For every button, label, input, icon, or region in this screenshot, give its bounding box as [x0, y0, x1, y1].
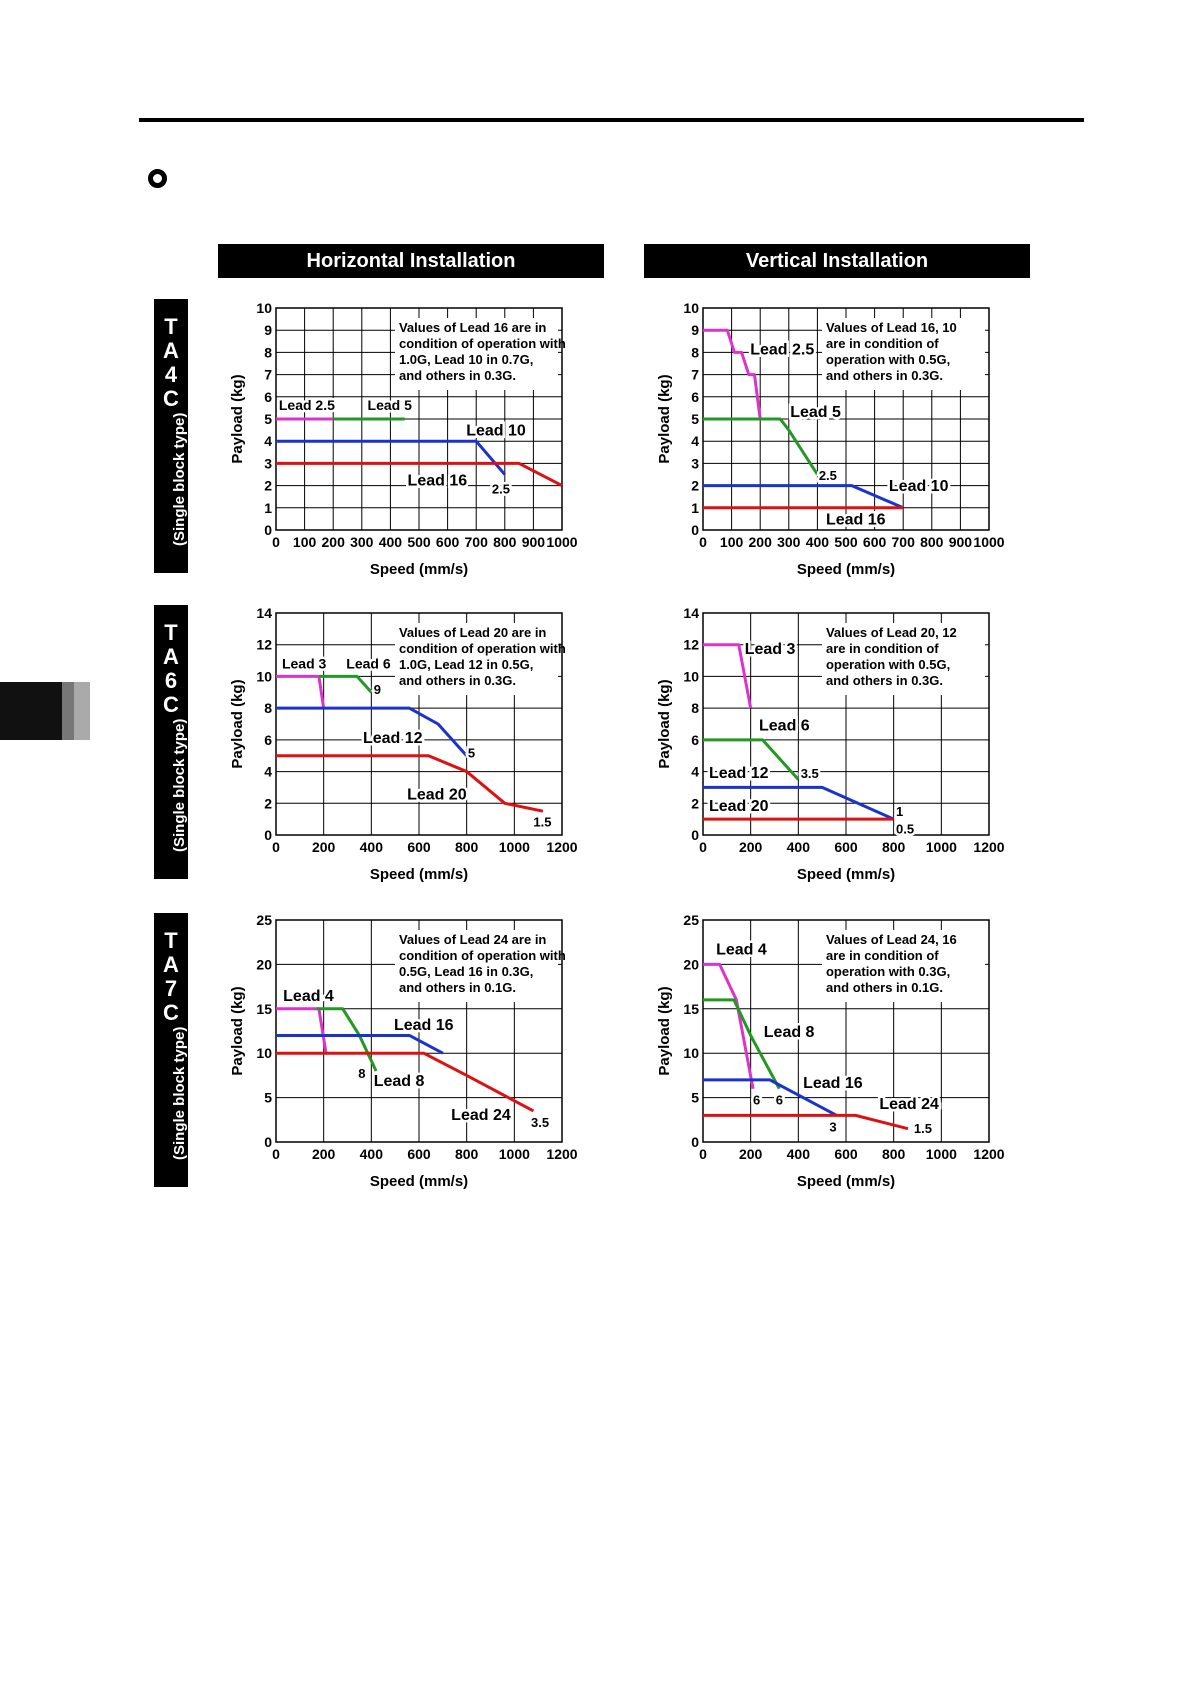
x-tick-label: 300: [350, 534, 374, 550]
series-label: Lead 16: [803, 1074, 863, 1092]
x-tick-label: 400: [359, 1146, 384, 1162]
y-axis-title: Payload (kg): [656, 986, 673, 1076]
series-label: 1.5: [533, 814, 552, 830]
x-tick-label: 1200: [546, 839, 578, 855]
y-tick-label: 15: [683, 1000, 699, 1017]
y-tick-label: 5: [264, 1089, 272, 1106]
x-tick-label: 1000: [925, 839, 957, 855]
y-tick-label: 20: [256, 956, 272, 973]
x-tick-label: 1000: [498, 1146, 530, 1162]
note-line: are in condition of: [825, 948, 939, 963]
y-tick-label: 9: [691, 322, 699, 339]
x-axis-title: Speed (mm/s): [369, 866, 469, 883]
x-tick-label: 200: [311, 1146, 336, 1162]
chart-ta6c-horizontal: [210, 595, 590, 895]
series-label: Lead 8: [373, 1073, 425, 1091]
y-tick-label: 20: [683, 956, 699, 973]
x-tick-label: 800: [454, 1146, 479, 1162]
note-line: Values of Lead 24, 16: [825, 932, 957, 947]
y-tick-label: 0: [691, 1134, 699, 1150]
y-axis-title: Payload (kg): [229, 986, 246, 1076]
x-tick-label: 700: [464, 534, 488, 550]
series-line: [703, 1000, 779, 1089]
x-tick-label: 800: [454, 839, 479, 855]
y-tick-label: 6: [264, 388, 272, 405]
y-tick-label: 14: [683, 605, 699, 621]
x-tick-label: 100: [292, 534, 317, 550]
model-letter: T: [164, 928, 178, 953]
y-tick-label: 6: [691, 731, 699, 748]
y-tick-label: 10: [683, 668, 699, 685]
series-line: [703, 486, 903, 508]
model-code: [154, 929, 188, 1025]
x-tick-label: 0: [699, 534, 707, 550]
series-label: Lead 20: [708, 798, 769, 816]
x-tick-label: 600: [834, 839, 858, 855]
horizontal-header: Horizontal Installation: [218, 244, 604, 278]
y-tick-label: 8: [691, 700, 699, 717]
note-line: Values of Lead 20 are in: [398, 625, 547, 640]
y-tick-label: 10: [683, 300, 699, 316]
model-letter: A: [163, 338, 179, 363]
x-axis-title: Speed (mm/s): [796, 866, 896, 883]
note-line: 0.5G, Lead 16 in 0.3G,: [398, 964, 534, 979]
chart-ta4c-vertical: [637, 290, 1017, 590]
note-line: operation with 0.5G,: [825, 657, 951, 672]
y-tick-label: 6: [264, 731, 272, 748]
x-tick-label: 600: [435, 534, 460, 550]
x-tick-label: 600: [862, 534, 887, 550]
y-tick-label: 10: [256, 668, 272, 685]
model-letter: A: [163, 952, 179, 977]
note-line: operation with 0.3G,: [825, 964, 951, 979]
y-tick-label: 2: [264, 477, 272, 494]
x-tick-label: 800: [881, 1146, 906, 1162]
x-tick-label: 0: [699, 839, 707, 855]
y-axis-title: Payload (kg): [656, 679, 673, 769]
x-tick-label: 600: [407, 1146, 431, 1162]
series-label: Lead 20: [407, 786, 467, 804]
y-tick-label: 2: [264, 795, 272, 812]
series-label: 3: [829, 1119, 837, 1135]
x-tick-label: 400: [786, 839, 811, 855]
note-line: Values of Lead 24 are in: [398, 932, 547, 947]
x-tick-label: 600: [407, 839, 431, 855]
chart-ta6c-vertical: [637, 595, 1017, 895]
series-label: Lead 8: [763, 1024, 815, 1042]
x-tick-label: 1000: [973, 534, 1005, 550]
y-tick-label: 10: [256, 300, 272, 316]
series-label: 9: [373, 681, 381, 697]
y-tick-label: 1: [691, 499, 699, 516]
y-tick-label: 9: [264, 322, 272, 339]
model-code: [154, 621, 188, 717]
y-tick-label: 10: [683, 1045, 699, 1062]
y-tick-label: 14: [256, 605, 272, 621]
model-letter: C: [163, 386, 179, 411]
model-subtitle: (Single block type): [171, 718, 188, 852]
y-tick-label: 0: [264, 1134, 272, 1150]
x-tick-label: 100: [719, 534, 744, 550]
model-letter: C: [163, 1000, 179, 1025]
x-tick-label: 200: [738, 839, 763, 855]
y-tick-label: 2: [691, 795, 699, 812]
series-line: [319, 676, 371, 692]
series-label: 3.5: [800, 765, 819, 781]
vertical-header: Vertical Installation: [644, 244, 1030, 278]
series-label: Lead 4: [283, 987, 334, 1005]
y-tick-label: 3: [264, 455, 272, 472]
model-letter: 4: [164, 362, 178, 387]
series-label: 1: [896, 803, 904, 819]
top-rule: [139, 118, 1084, 122]
series-label: Lead 6: [346, 655, 391, 672]
x-axis-title: Speed (mm/s): [369, 1173, 469, 1190]
series-label: Lead 24: [451, 1106, 511, 1124]
x-tick-label: 1000: [498, 839, 530, 855]
y-tick-label: 0: [264, 522, 272, 538]
series-line: [317, 1009, 377, 1071]
x-tick-label: 400: [786, 1146, 811, 1162]
x-tick-label: 300: [777, 534, 801, 550]
y-tick-label: 6: [691, 388, 699, 405]
series-label: Lead 4: [716, 941, 767, 959]
x-tick-label: 1200: [546, 1146, 578, 1162]
note-line: condition of operation with: [398, 948, 566, 963]
section-circle-icon: [148, 169, 167, 188]
model-letter: A: [163, 644, 179, 669]
x-tick-label: 400: [359, 839, 384, 855]
chart-ta4c-horizontal: [210, 290, 590, 590]
y-tick-label: 15: [256, 1000, 272, 1017]
series-label: Lead 12: [362, 730, 423, 748]
series-label: Lead 10: [888, 478, 949, 496]
x-tick-label: 900: [521, 534, 546, 550]
y-tick-label: 10: [256, 1045, 272, 1062]
x-tick-label: 800: [881, 839, 906, 855]
y-tick-label: 3: [691, 455, 699, 472]
series-label: Lead 24: [879, 1096, 939, 1114]
series-label: Lead 16: [393, 1017, 454, 1035]
chapter-tab-stripe: [74, 682, 90, 740]
chart-ta7c-vertical: [637, 902, 1017, 1202]
x-tick-label: 600: [834, 1146, 858, 1162]
x-tick-label: 800: [493, 534, 517, 550]
model-letter: C: [163, 692, 179, 717]
chapter-tab: [0, 682, 90, 740]
y-axis-title: Payload (kg): [229, 374, 246, 464]
y-tick-label: 4: [691, 433, 699, 450]
note-line: condition of operation with: [398, 336, 566, 351]
x-tick-label: 500: [407, 534, 431, 550]
note-line: and others in 0.3G.: [825, 673, 944, 688]
y-tick-label: 4: [264, 433, 272, 450]
x-tick-label: 0: [272, 534, 280, 550]
y-tick-label: 5: [691, 411, 699, 427]
model-letter: T: [164, 314, 178, 339]
x-tick-label: 500: [834, 534, 858, 550]
model-letter: 7: [164, 976, 178, 1001]
x-tick-label: 800: [920, 534, 944, 550]
series-line: [276, 1009, 326, 1053]
series-label: Lead 6: [759, 717, 810, 735]
model-subtitle: (Single block type): [171, 1026, 188, 1160]
x-tick-label: 200: [321, 534, 345, 550]
x-tick-label: 400: [378, 534, 403, 550]
chapter-tab-stripe: [62, 682, 74, 740]
note-line: are in condition of: [825, 336, 939, 351]
x-tick-label: 1200: [973, 1146, 1005, 1162]
note-line: operation with 0.5G,: [825, 352, 951, 367]
x-tick-label: 0: [272, 839, 280, 855]
model-code: [154, 315, 188, 411]
x-tick-label: 400: [805, 534, 830, 550]
y-axis-title: Payload (kg): [656, 374, 673, 464]
series-label: 2.5: [818, 468, 837, 484]
series-label: Lead 12: [708, 764, 769, 782]
note-line: 1.0G, Lead 12 in 0.5G,: [398, 657, 534, 672]
note-line: 1.0G, Lead 10 in 0.7G,: [398, 352, 534, 367]
y-tick-label: 4: [264, 763, 272, 780]
y-tick-label: 12: [256, 636, 272, 653]
series-label: 6: [753, 1092, 761, 1108]
x-tick-label: 700: [891, 534, 915, 550]
chart-ta7c-horizontal: [210, 902, 590, 1202]
series-label: 2.5: [491, 481, 511, 497]
series-label: Lead 16: [407, 472, 468, 490]
x-tick-label: 1000: [925, 1146, 957, 1162]
note-line: and others in 0.3G.: [398, 368, 517, 383]
series-label: 0.5: [896, 821, 915, 837]
note-line: and others in 0.1G.: [398, 980, 517, 995]
y-tick-label: 8: [264, 700, 272, 717]
y-tick-label: 0: [691, 827, 699, 843]
x-tick-label: 200: [748, 534, 772, 550]
y-tick-label: 7: [691, 366, 699, 383]
note-line: condition of operation with: [398, 641, 566, 656]
y-tick-label: 0: [691, 522, 699, 538]
model-letter: 6: [164, 668, 178, 693]
y-tick-label: 25: [683, 912, 699, 928]
note-line: and others in 0.3G.: [398, 673, 517, 688]
x-axis-title: Speed (mm/s): [796, 1173, 896, 1190]
x-tick-label: 0: [272, 1146, 280, 1162]
series-label: Lead 16: [825, 511, 886, 529]
x-axis-title: Speed (mm/s): [369, 561, 469, 578]
note-line: are in condition of: [825, 641, 939, 656]
y-tick-label: 0: [264, 827, 272, 843]
series-label: 1.5: [913, 1121, 933, 1137]
model-bar-ta6c: [154, 605, 188, 879]
series-label: Lead 2.5: [278, 397, 335, 414]
x-tick-label: 200: [738, 1146, 763, 1162]
note-line: Values of Lead 16 are in: [398, 320, 547, 335]
model-subtitle: (Single block type): [171, 412, 188, 546]
model-bar-ta7c: [154, 913, 188, 1187]
series-label: Lead 5: [790, 403, 841, 421]
series-label: 5: [467, 745, 476, 761]
series-label: Lead 2.5: [750, 341, 815, 359]
model-bar-ta4c: [154, 299, 188, 573]
y-tick-label: 5: [691, 1089, 699, 1106]
y-tick-label: 8: [691, 344, 699, 361]
series-label: 3.5: [531, 1114, 550, 1130]
note-line: Values of Lead 20, 12: [825, 625, 957, 640]
x-tick-label: 900: [948, 534, 973, 550]
y-tick-label: 5: [264, 411, 272, 427]
y-tick-label: 25: [256, 912, 272, 928]
y-axis-title: Payload (kg): [229, 679, 246, 769]
y-tick-label: 4: [691, 763, 699, 780]
x-tick-label: 1000: [546, 534, 578, 550]
series-label: Lead 3: [744, 641, 796, 659]
y-tick-label: 2: [691, 477, 699, 494]
note-line: and others in 0.3G.: [825, 368, 944, 383]
series-label: Lead 3: [281, 655, 327, 672]
x-tick-label: 200: [311, 839, 336, 855]
y-tick-label: 12: [683, 636, 699, 653]
model-letter: T: [164, 620, 178, 645]
series-label: Lead 5: [367, 397, 412, 414]
series-line: [703, 1115, 908, 1128]
note-line: Values of Lead 16, 10: [825, 320, 957, 335]
y-tick-label: 7: [264, 366, 272, 383]
x-tick-label: 0: [699, 1146, 707, 1162]
series-line: [276, 676, 324, 708]
series-label: Lead 10: [466, 422, 526, 440]
y-tick-label: 1: [264, 499, 272, 516]
x-axis-title: Speed (mm/s): [796, 561, 896, 578]
x-tick-label: 1200: [973, 839, 1005, 855]
series-label: 8: [358, 1066, 366, 1082]
y-tick-label: 8: [264, 344, 272, 361]
note-line: and others in 0.1G.: [825, 980, 944, 995]
series-label: 6: [775, 1092, 783, 1108]
